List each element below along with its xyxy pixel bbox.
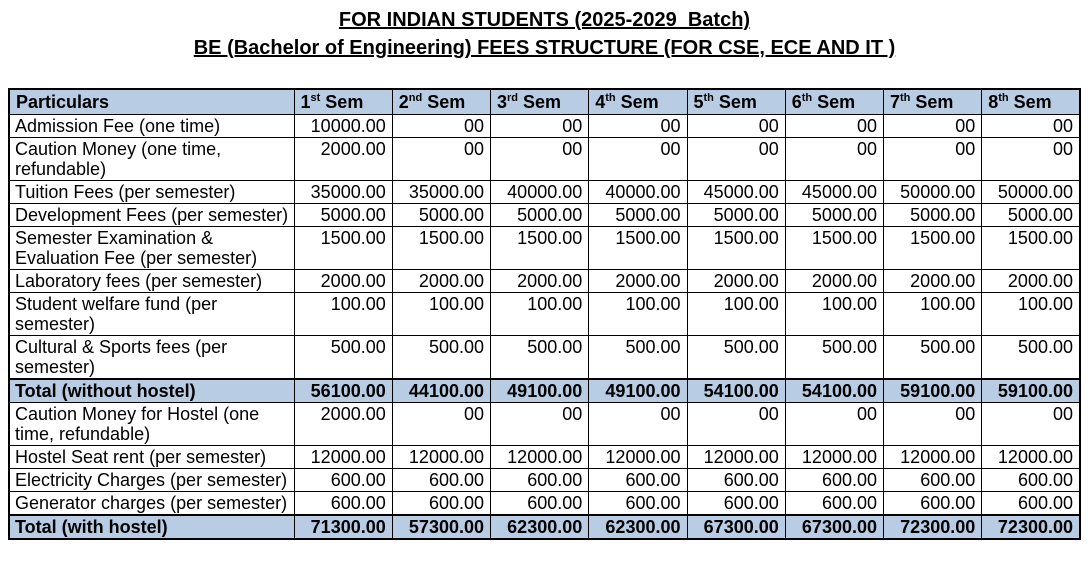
value-cell: 59100.00 — [884, 379, 982, 403]
value-cell: 57300.00 — [392, 515, 490, 539]
value-cell: 500.00 — [392, 336, 490, 380]
value-cell: 2000.00 — [589, 270, 687, 293]
value-cell: 00 — [392, 115, 490, 138]
value-cell: 2000.00 — [687, 270, 785, 293]
value-cell: 12000.00 — [589, 446, 687, 469]
value-cell: 500.00 — [687, 336, 785, 380]
value-cell: 500.00 — [294, 336, 392, 380]
value-cell: 44100.00 — [392, 379, 490, 403]
value-cell: 45000.00 — [785, 181, 883, 204]
table-row — [9, 336, 1080, 380]
value-cell: 40000.00 — [491, 181, 589, 204]
value-cell: 600.00 — [884, 469, 982, 492]
document-header — [0, 0, 1089, 62]
value-cell: 62300.00 — [589, 515, 687, 539]
value-cell: 1500.00 — [884, 227, 982, 270]
value-cell: 600.00 — [982, 492, 1080, 516]
value-cell: 00 — [982, 403, 1080, 446]
value-cell: 600.00 — [687, 492, 785, 516]
value-cell: 5000.00 — [294, 204, 392, 227]
value-cell: 12000.00 — [294, 446, 392, 469]
value-cell: 12000.00 — [785, 446, 883, 469]
value-cell: 2000.00 — [294, 270, 392, 293]
table-row — [9, 181, 1080, 204]
value-cell: 1500.00 — [491, 227, 589, 270]
particulars-cell: Laboratory fees (per semester) — [9, 270, 294, 293]
value-cell: 12000.00 — [982, 446, 1080, 469]
value-cell: 00 — [491, 115, 589, 138]
value-cell: 600.00 — [982, 469, 1080, 492]
value-cell: 600.00 — [491, 469, 589, 492]
value-cell: 59100.00 — [982, 379, 1080, 403]
value-cell: 1500.00 — [687, 227, 785, 270]
value-cell: 5000.00 — [982, 204, 1080, 227]
particulars-cell: Semester Examination & Evaluation Fee (per semester) — [9, 227, 294, 270]
particulars-header: Particulars — [9, 89, 294, 115]
table-row — [9, 403, 1080, 446]
total-row — [9, 379, 1080, 403]
value-cell: 5000.00 — [491, 204, 589, 227]
value-cell: 49100.00 — [589, 379, 687, 403]
value-cell: 500.00 — [785, 336, 883, 380]
value-cell: 72300.00 — [982, 515, 1080, 539]
value-cell: 00 — [392, 403, 490, 446]
table-row — [9, 293, 1080, 336]
value-cell: 100.00 — [294, 293, 392, 336]
total-row — [9, 515, 1080, 539]
value-cell: 56100.00 — [294, 379, 392, 403]
value-cell: 100.00 — [589, 293, 687, 336]
value-cell: 00 — [785, 138, 883, 181]
sem-header: 8th Sem — [982, 89, 1080, 115]
table-row — [9, 227, 1080, 270]
value-cell: 1500.00 — [589, 227, 687, 270]
value-cell: 35000.00 — [294, 181, 392, 204]
fees-table — [8, 88, 1081, 540]
sem-header: 4th Sem — [589, 89, 687, 115]
value-cell: 2000.00 — [884, 270, 982, 293]
value-cell: 00 — [982, 115, 1080, 138]
value-cell: 5000.00 — [884, 204, 982, 227]
header-row — [9, 89, 1080, 115]
value-cell: 100.00 — [785, 293, 883, 336]
value-cell: 1500.00 — [785, 227, 883, 270]
particulars-cell: Generator charges (per semester) — [9, 492, 294, 516]
value-cell: 1500.00 — [982, 227, 1080, 270]
value-cell: 45000.00 — [687, 181, 785, 204]
value-cell: 00 — [687, 138, 785, 181]
value-cell: 5000.00 — [785, 204, 883, 227]
value-cell: 2000.00 — [785, 270, 883, 293]
value-cell: 5000.00 — [392, 204, 490, 227]
value-cell: 67300.00 — [687, 515, 785, 539]
value-cell: 1500.00 — [294, 227, 392, 270]
value-cell: 00 — [687, 115, 785, 138]
particulars-cell: Caution Money for Hostel (one time, refundable) — [9, 403, 294, 446]
table-row — [9, 469, 1080, 492]
value-cell: 00 — [785, 403, 883, 446]
value-cell: 54100.00 — [687, 379, 785, 403]
value-cell: 10000.00 — [294, 115, 392, 138]
value-cell: 1500.00 — [392, 227, 490, 270]
value-cell: 100.00 — [982, 293, 1080, 336]
value-cell: 2000.00 — [294, 403, 392, 446]
value-cell: 600.00 — [687, 469, 785, 492]
value-cell: 00 — [884, 115, 982, 138]
value-cell: 00 — [589, 403, 687, 446]
table-row — [9, 204, 1080, 227]
value-cell: 2000.00 — [982, 270, 1080, 293]
value-cell: 12000.00 — [491, 446, 589, 469]
sem-header: 5th Sem — [687, 89, 785, 115]
value-cell: 600.00 — [785, 492, 883, 516]
value-cell: 500.00 — [491, 336, 589, 380]
value-cell: 100.00 — [687, 293, 785, 336]
page-title: FOR INDIAN STUDENTS (2025-2029 Batch) — [338, 9, 751, 31]
value-cell: 40000.00 — [589, 181, 687, 204]
value-cell: 2000.00 — [392, 270, 490, 293]
table-row — [9, 115, 1080, 138]
value-cell: 00 — [687, 403, 785, 446]
value-cell: 600.00 — [392, 492, 490, 516]
value-cell: 12000.00 — [884, 446, 982, 469]
value-cell: 600.00 — [589, 469, 687, 492]
value-cell: 5000.00 — [589, 204, 687, 227]
particulars-cell: Admission Fee (one time) — [9, 115, 294, 138]
value-cell: 50000.00 — [884, 181, 982, 204]
value-cell: 67300.00 — [785, 515, 883, 539]
value-cell: 600.00 — [884, 492, 982, 516]
value-cell: 00 — [982, 138, 1080, 181]
value-cell: 00 — [589, 138, 687, 181]
value-cell: 100.00 — [392, 293, 490, 336]
particulars-cell: Total (with hostel) — [9, 515, 294, 539]
sem-header: 3rd Sem — [491, 89, 589, 115]
value-cell: 600.00 — [392, 469, 490, 492]
value-cell: 500.00 — [884, 336, 982, 380]
sem-header: 1st Sem — [294, 89, 392, 115]
value-cell: 600.00 — [589, 492, 687, 516]
value-cell: 72300.00 — [884, 515, 982, 539]
value-cell: 500.00 — [982, 336, 1080, 380]
particulars-cell: Development Fees (per semester) — [9, 204, 294, 227]
fees-table-body — [9, 115, 1080, 540]
sem-header: 7th Sem — [884, 89, 982, 115]
particulars-cell: Tuition Fees (per semester) — [9, 181, 294, 204]
table-row — [9, 138, 1080, 181]
value-cell: 00 — [884, 138, 982, 181]
value-cell: 2000.00 — [491, 270, 589, 293]
particulars-cell: Total (without hostel) — [9, 379, 294, 403]
particulars-cell: Hostel Seat rent (per semester) — [9, 446, 294, 469]
value-cell: 35000.00 — [392, 181, 490, 204]
value-cell: 600.00 — [294, 492, 392, 516]
fees-table-head — [9, 89, 1080, 115]
value-cell: 500.00 — [589, 336, 687, 380]
particulars-cell: Student welfare fund (per semester) — [9, 293, 294, 336]
value-cell: 62300.00 — [491, 515, 589, 539]
value-cell: 00 — [589, 115, 687, 138]
particulars-cell: Cultural & Sports fees (per semester) — [9, 336, 294, 380]
table-row — [9, 492, 1080, 516]
value-cell: 00 — [491, 403, 589, 446]
value-cell: 2000.00 — [294, 138, 392, 181]
value-cell: 00 — [884, 403, 982, 446]
value-cell: 49100.00 — [491, 379, 589, 403]
value-cell: 12000.00 — [687, 446, 785, 469]
value-cell: 100.00 — [491, 293, 589, 336]
particulars-cell: Caution Money (one time, refundable) — [9, 138, 294, 181]
value-cell: 00 — [491, 138, 589, 181]
value-cell: 54100.00 — [785, 379, 883, 403]
table-row — [9, 446, 1080, 469]
value-cell: 12000.00 — [392, 446, 490, 469]
value-cell: 100.00 — [884, 293, 982, 336]
value-cell: 600.00 — [491, 492, 589, 516]
sem-header: 2nd Sem — [392, 89, 490, 115]
value-cell: 50000.00 — [982, 181, 1080, 204]
value-cell: 5000.00 — [687, 204, 785, 227]
particulars-cell: Electricity Charges (per semester) — [9, 469, 294, 492]
table-row — [9, 270, 1080, 293]
value-cell: 600.00 — [785, 469, 883, 492]
page-subtitle: BE (Bachelor of Engineering) FEES STRUCTURE (FOR CSE, ECE AND IT ) — [193, 37, 896, 59]
value-cell: 00 — [392, 138, 490, 181]
sem-header: 6th Sem — [785, 89, 883, 115]
value-cell: 71300.00 — [294, 515, 392, 539]
value-cell: 00 — [785, 115, 883, 138]
value-cell: 600.00 — [294, 469, 392, 492]
